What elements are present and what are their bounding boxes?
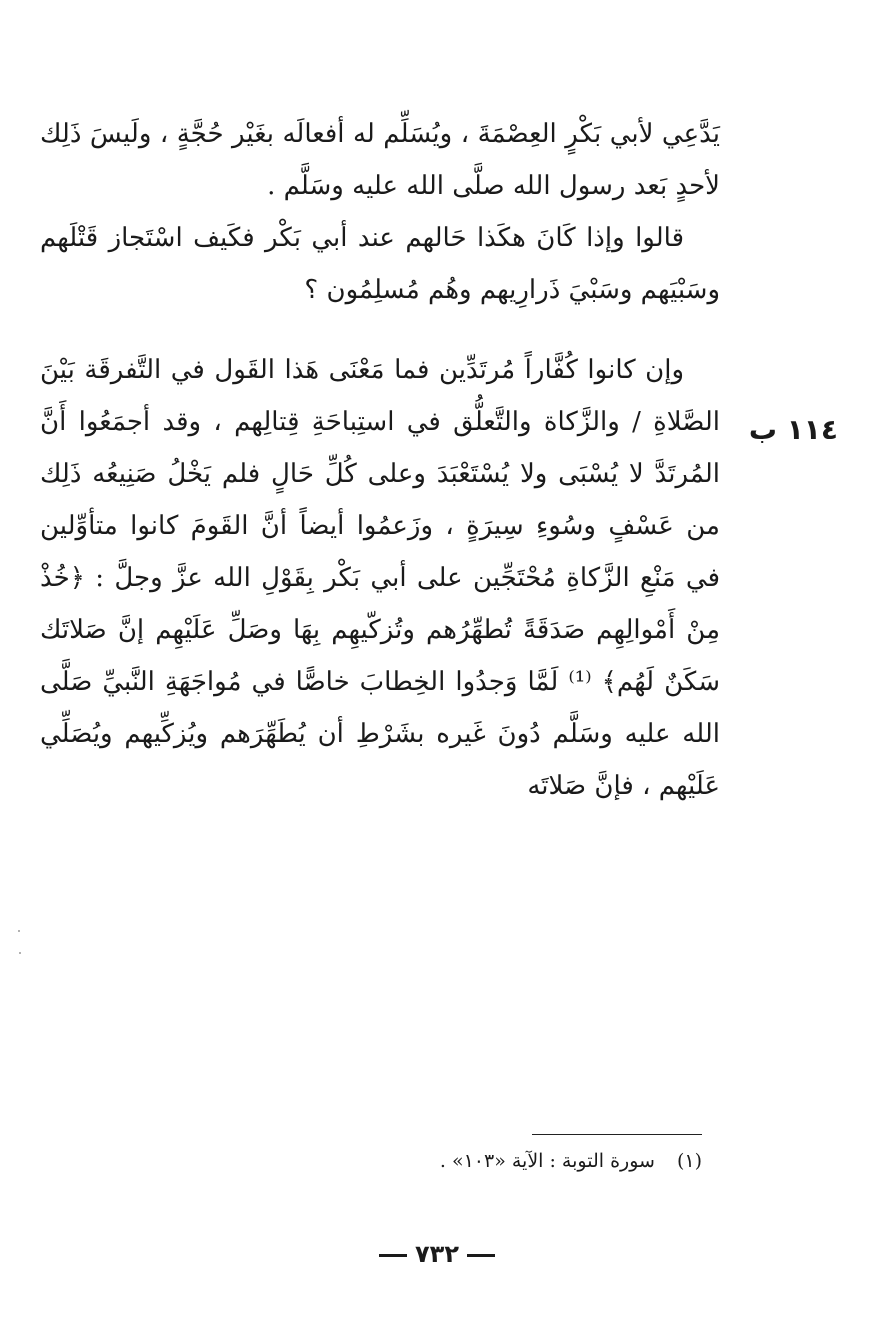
- paragraph-2-text: قالوا وإذا كَانَ هكَذا حَالهم عند أبي بَكْر فكَيف اسْتَجاز قَتْلَهم وسَبْيَهم وسَبْيَ ذَرارِيهم وهُم مُسلِمُون ؟: [40, 223, 720, 305]
- footnote-text: سورة التوبة : الآية «١٠٣» .: [439, 1150, 655, 1172]
- paragraph-3: [40, 344, 720, 812]
- scan-specks: [18, 930, 22, 970]
- paragraph-1: يَدَّعِي لأبي بَكْرٍ العِصْمَةَ ، ويُسَلِّم له أفعالَه بغَيْر حُجَّةٍ ، ولَيسَ ذَلِك لأحدٍ بَعد رسول الله صلَّى الله عليه وسَلَّم .: [40, 119, 720, 201]
- footnote-number: (١): [676, 1150, 702, 1172]
- footnote: [370, 1146, 702, 1176]
- paragraph-3-text: وإن كانوا كُفَّاراً مُرتَدِّين فما مَعْنَى هَذا القَول في التَّفرقَة بَيْنَ الصَّلاةِ / والزَّكاة والتَّعلُّق في استِباحَةِ قِتالِهم ، وقد أجمَعُوا أَنَّ المُرتَدَّ لا يُسْبَى ولا يُسْتَعْبَدَ وعلى كُلِّ حَالٍ فلم يَخْلُ صَنِيعُه ذَلِك من عَسْفٍ وسُوءِ سِيرَةٍ ، وزَعمُوا أيضاً أنَّ القَومَ كانوا متأوِّلين في مَنْعِ الزَّكاةِ مُحْتَجِّين على أبي بَكْر بِقَوْلِ الله عزَّ وجلَّ : ﴿خُذْ مِنْ أَمْوالِهِم صَدَقَةً تُطهِّرُهم وتُزكّيهِم بِهَا وصَلِّ عَلَيْهِم إنَّ صَلاتَك سَكَنٌ لَهُم﴾ ⁽¹⁾ لَمَّا وَجدُوا الخِطابَ خاصًّا في مُواجَهَةِ النَّبيِّ صَلَّى الله عليه وسَلَّم دُونَ غَيره بشَرْطِ أن يُطَهِّرَهم ويُزكِّيهم ويُصَلِّي عَلَيْهم ، فإنَّ صَلاتَه: [40, 355, 721, 801]
- footnote-separator: [532, 1134, 702, 1135]
- folio-margin-note: ١١٤ ب: [748, 413, 838, 446]
- page-number-dash-right: [379, 1254, 407, 1257]
- page-number-dash-left: [467, 1254, 495, 1257]
- paragraph-2: [40, 212, 720, 316]
- page-number-value: ٧٣٢: [415, 1240, 459, 1268]
- main-text-block: [40, 108, 720, 812]
- page-number: [0, 1240, 874, 1268]
